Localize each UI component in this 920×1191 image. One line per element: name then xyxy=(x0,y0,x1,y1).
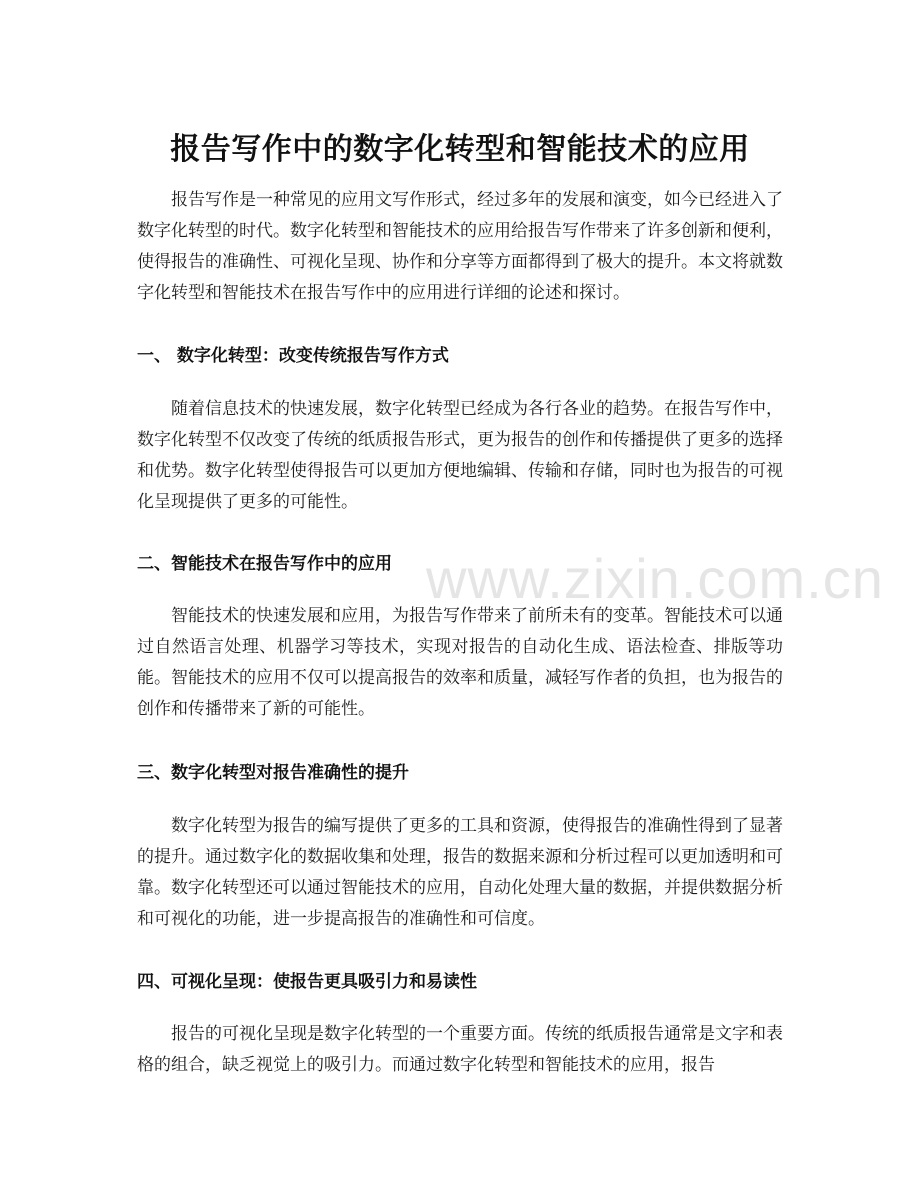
section-4-paragraph: 报告的可视化呈现是数字化转型的一个重要方面。传统的纸质报告通常是文字和表格的组合，缺乏视觉上的吸引力。而通过数字化转型和智能技术的应用，报告 xyxy=(137,1024,783,1075)
watermark: www.zixin.com.cn xyxy=(426,547,884,610)
section-4-heading: 四、可视化呈现：使报告更具吸引力和易读性 xyxy=(137,972,477,992)
section-1-heading: 一、 数字化转型：改变传统报告写作方式 xyxy=(137,346,449,366)
section-2-paragraph: 智能技术的快速发展和应用，为报告写作带来了前所未有的变革。智能技术可以通过自然语言处理、机器学习等技术，实现对报告的自动化生成、语法检查、排版等功能。智能技术的应用不仅可以提高报告的效率和质量，减轻写作者的负担，也为报告的创作和传播带来了新的可能性。 xyxy=(137,606,783,719)
section-3-paragraph: 数字化转型为报告的编写提供了更多的工具和资源，使得报告的准确性得到了显著的提升。通过数字化的数据收集和处理，报告的数据来源和分析过程可以更加透明和可靠。数字化转型还可以通过智能技术的应用，自动化处理大量的数据，并提供数据分析和可视化的功能，进一步提高报告的准确性和可信度。 xyxy=(137,816,783,929)
section-3-heading: 三、数字化转型对报告准确性的提升 xyxy=(137,763,409,783)
intro-paragraph: 报告写作是一种常见的应用文写作形式，经过多年的发展和演变，如今已经进入了数字化转型的时代。数字化转型和智能技术的应用给报告写作带来了许多创新和便利，使得报告的准确性、可视化呈现、协作和分享等方面都得到了极大的提升。本文将就数字化转型和智能技术在报告写作中的应用进行详细的论述和探讨。 xyxy=(137,190,783,303)
document-title: 报告写作中的数字化转型和智能技术的应用 xyxy=(170,132,750,168)
section-1-paragraph: 随着信息技术的快速发展，数字化转型已经成为各行各业的趋势。在报告写作中，数字化转型不仅改变了传统的纸质报告形式，更为报告的创作和传播提供了更多的选择和优势。数字化转型使得报告可以更加方便地编辑、传输和存储，同时也为报告的可视化呈现提供了更多的可能性。 xyxy=(137,399,783,512)
section-2-heading: 二、智能技术在报告写作中的应用 xyxy=(137,554,392,574)
